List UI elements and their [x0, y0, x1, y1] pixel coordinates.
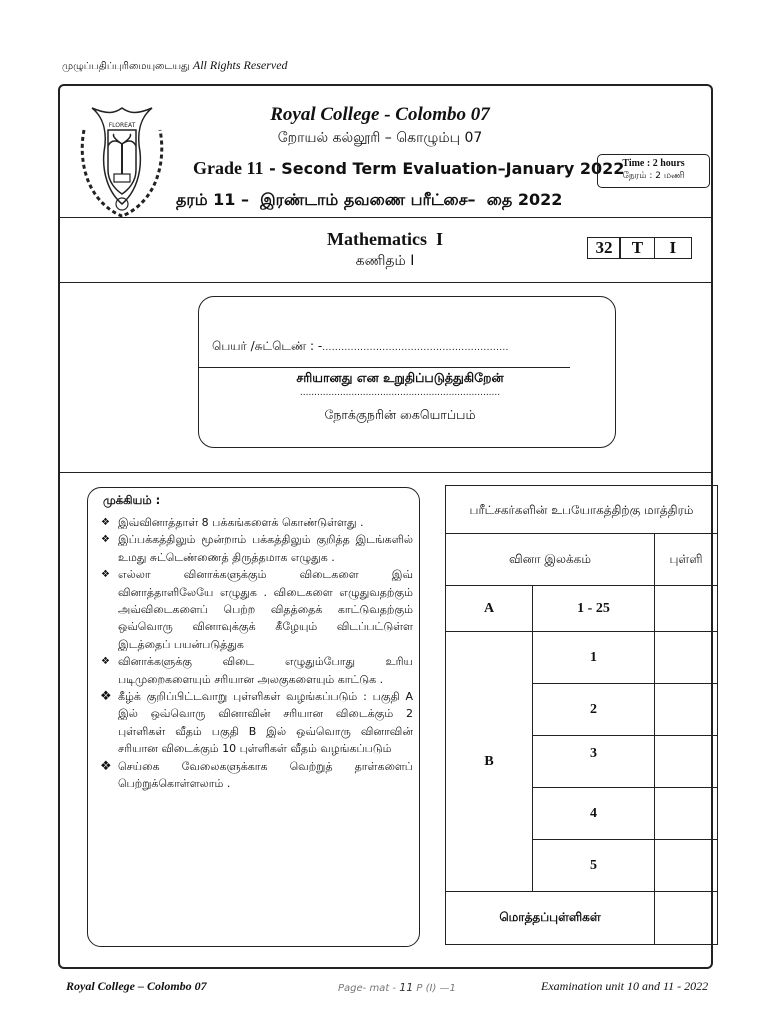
diamond-bullet-icon: ❖: [100, 758, 112, 774]
exam-title-english: [193, 158, 624, 179]
paper-code-medium: T: [619, 237, 655, 259]
paper-code-part: I: [654, 237, 692, 259]
candidate-name-label: பெயர் /சுட்டெண் : -: [212, 339, 323, 353]
school-crest-icon: [78, 100, 166, 220]
footer-school: Royal College – Colombo 07: [66, 979, 207, 993]
examiner-marks-table: [445, 485, 718, 945]
part-b-question: 1: [533, 632, 655, 684]
instructions-title: முக்கியம் :: [103, 493, 161, 507]
footer-page-suffix: P (I) —1: [413, 983, 456, 994]
signature-dots[interactable]: ......................................................................: [299, 388, 501, 398]
footer-page-prefix: Page- mat -: [338, 983, 400, 994]
instruction-text: எல்லா வினாக்களுக்கும் விடைகளை இவ் வினாத்தாளிலேயே எழுதுக . விடைகளை எழுதுவதற்கும் அவ்விடைகளைப் பெற்ற விதத்தைக் காட்டுவதற்கும் ஒவ்வொரு வினாவுக்குக் கீழேயும் விடப்பட்டுள்ள இடத்தைப் பயன்படுத்துக: [118, 568, 413, 651]
school-name-tamil: றோயல் கல்லூரி – கொழும்பு 07: [277, 130, 483, 146]
candidate-underline: [198, 367, 570, 368]
diamond-bullet-icon: ❖: [100, 689, 112, 705]
middle-divider: [58, 472, 713, 473]
part-b-marks-cell[interactable]: [655, 632, 718, 684]
paper-code: [587, 237, 693, 259]
diamond-bullet-icon: ❖: [101, 534, 110, 546]
exam-title-tamil: தரம் 11 – இரண்டாம் தவணை பரீட்சை– தை 2022: [176, 190, 563, 209]
subject-tamil: கணிதம் I: [355, 253, 415, 269]
part-b-marks-cell[interactable]: [655, 840, 718, 892]
footer-page-number: 11: [399, 981, 414, 994]
time-english: Time : 2 hours: [622, 158, 685, 169]
copyright-english: All Rights Reserved: [192, 58, 288, 72]
marks-header: புள்ளி: [655, 534, 718, 586]
instruction-text: செய்கை வேலைகளுக்காக வெற்றுத் தாள்களைப் பெற்றுக்கொள்ளலாம் .: [118, 759, 413, 791]
header-divider: [58, 217, 713, 218]
school-name-english: Royal College - Colombo 07: [270, 104, 490, 125]
confirm-statement: சரியானது என உறுதிப்படுத்துகிறேன்: [296, 370, 504, 385]
copyright-tamil: முழுப்பதிப்புரிமையுடையது: [62, 61, 190, 72]
part-b-marks-cell[interactable]: [655, 684, 718, 736]
instruction-item: [97, 688, 413, 758]
question-number-header: வினா இலக்கம்: [446, 534, 655, 586]
crest-motto: FLOREAT: [108, 122, 136, 129]
exam-grade: Grade 11: [193, 158, 264, 178]
instruction-text: கீழ்க் குறிப்பிட்டவாறு புள்ளிகள் வழங்கப்படும் : பகுதி A இல் ஒவ்வொரு வினாவின் சரியான விடைக்கும் 2 புள்ளிகள் வீதம் பகுதி B இல் ஒவ்வொரு வினாவின் சரியான விடைக்கும் 10 புள்ளிகள் வீதம் வழங்கப்படும்: [118, 690, 413, 756]
signature-label: நோக்குநரின் கையொப்பம்: [324, 407, 476, 422]
part-a-range: 1 - 25: [533, 586, 655, 632]
diamond-bullet-icon: ❖: [101, 569, 110, 581]
paper-code-subject: 32: [587, 237, 621, 259]
total-marks-label: மொத்தப்புள்ளிகள்: [446, 892, 655, 945]
examiner-header: பரீட்சகர்களின் உபயோகத்திற்கு மாத்திரம்: [446, 486, 718, 534]
instruction-item: [97, 566, 413, 653]
footer-page: [338, 981, 456, 994]
time-tamil: நேரம் : 2 மணி: [622, 171, 685, 181]
subject-divider: [58, 282, 713, 283]
part-b-marks-cell[interactable]: [655, 736, 718, 788]
candidate-name-dots: ...........................................................: [322, 343, 509, 353]
part-b-question: 3: [533, 736, 655, 788]
part-b-marks-cell[interactable]: [655, 788, 718, 840]
instructions-list: [97, 514, 413, 793]
part-a-marks-cell[interactable]: [655, 586, 718, 632]
copyright-notice: [62, 58, 288, 73]
part-b-question: 2: [533, 684, 655, 736]
part-a-label: A: [446, 586, 533, 632]
part-b-question: 5: [533, 840, 655, 892]
instruction-item: [97, 531, 413, 566]
exam-title-rest: - Second Term Evaluation–January 2022: [263, 159, 625, 178]
instruction-text: இவ்வினாத்தாள் 8 பக்கங்களைக் கொண்டுள்ளது .: [118, 516, 364, 529]
instruction-text: வினாக்களுக்கு விடை எழுதும்போது உரிய படிமுறைகளையும் சரியான அலகுகளையும் காட்டுக .: [118, 655, 413, 686]
part-b-question: 4: [533, 788, 655, 840]
diamond-bullet-icon: ❖: [101, 517, 110, 528]
footer-exam-unit: Examination unit 10 and 11 - 2022: [541, 979, 709, 993]
part-b-label: B: [446, 632, 533, 892]
time-box: [597, 154, 710, 188]
instruction-item: [97, 758, 413, 793]
total-marks-cell[interactable]: [655, 892, 718, 945]
instruction-item: [97, 653, 413, 688]
subject-english: Mathematics I: [327, 229, 443, 249]
instruction-text: இப்பக்கத்திலும் மூன்றாம் பக்கத்திலும் குறித்த இடங்களில் உமது சுட்டெண்ணைத் திருத்தமாக எழுதுக .: [118, 533, 413, 564]
candidate-name-row[interactable]: [212, 339, 509, 355]
diamond-bullet-icon: ❖: [101, 656, 110, 668]
instruction-item: [97, 514, 413, 531]
